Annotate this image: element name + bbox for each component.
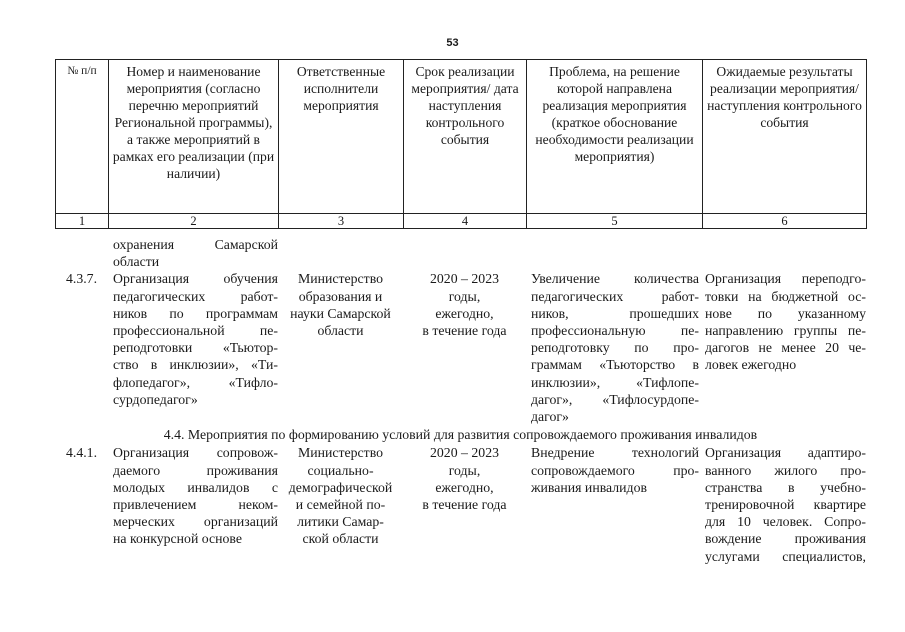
column-header-number: № п/п [56,60,109,214]
column-number-6: 6 [703,214,867,229]
column-header-results: Ожидаемые результаты реализации мероприятия/ наступления контрольного события [703,60,867,214]
section-title: 4.4. Мероприятия по формированию условий для развития сопровождаемого проживания инвалидов [163,427,758,443]
continuation-line: охранения Самарской [113,237,278,252]
row-number: 4.4.1. [65,445,98,461]
column-number-4: 4 [404,214,527,229]
column-header-executors: Ответственные исполнители мероприятия [279,60,404,214]
column-header-activity: Номер и наименование мероприятия (согласно перечню мероприятий Региональной программы), а также мероприятий в рамках его реализации (при наличии) [109,60,279,214]
activity-name: Организация сопровож- даемого проживания молодых инвалидов с привлечением неком- мерческих организаций на конкурсной основе [113,445,278,547]
executor: Министерство социально- демографической и семейной по- литики Самар- ской области [288,445,393,547]
continuation-line: области [113,254,160,270]
column-number-5: 5 [527,214,703,229]
problem: Увеличение количества педагогических работ- ников, прошедших профессиональную пе- реподготовку по про- граммам «Тьюторство в инклюзии», «Тифлопе- дагог», «Тифлосурдопе- дагог» [531,271,699,425]
problem: Внедрение технологий сопровождаемого про- живания инвалидов [531,445,699,495]
page-number: 53 [446,37,459,49]
period: 2020 – 2023 годы, ежегодно, в течение года [422,271,507,339]
column-header-period: Срок реализации мероприятия/ дата наступления контрольного события [404,60,527,214]
column-number-1: 1 [56,214,109,229]
activity-name: Организация обучения педагогических работ- ников по программам профессиональной пе- реподготовки «Тьютор- ство в инклюзии», «Ти- флопедагог», «Тифло- сурдопедагог» [113,271,278,407]
result: Организация адаптиро- ванного жилого про- странства в учебно- тренировочной квартире для 10 человек. Сопро- вождение проживания услугами специалистов, [705,445,866,564]
table-body [55,236,866,565]
row-number: 4.3.7. [65,271,98,287]
continuation-row [55,236,866,270]
table-row [55,270,866,425]
table-header [55,59,867,229]
executor: Министерство образования и науки Самарской области [290,271,391,339]
period: 2020 – 2023 годы, ежегодно, в течение года [422,445,507,513]
column-number-2: 2 [109,214,279,229]
column-header-problem: Проблема, на решение которой направлена реализация мероприятия (краткое обоснование необходимости реализации мероприятия) [527,60,703,214]
column-number-3: 3 [279,214,404,229]
table-row [55,444,866,564]
result: Организация переподго- товки на бюджетной ос- нове по указанному направлению группы пе- дагогов не менее 20 че- ловек ежегодно [705,271,866,373]
